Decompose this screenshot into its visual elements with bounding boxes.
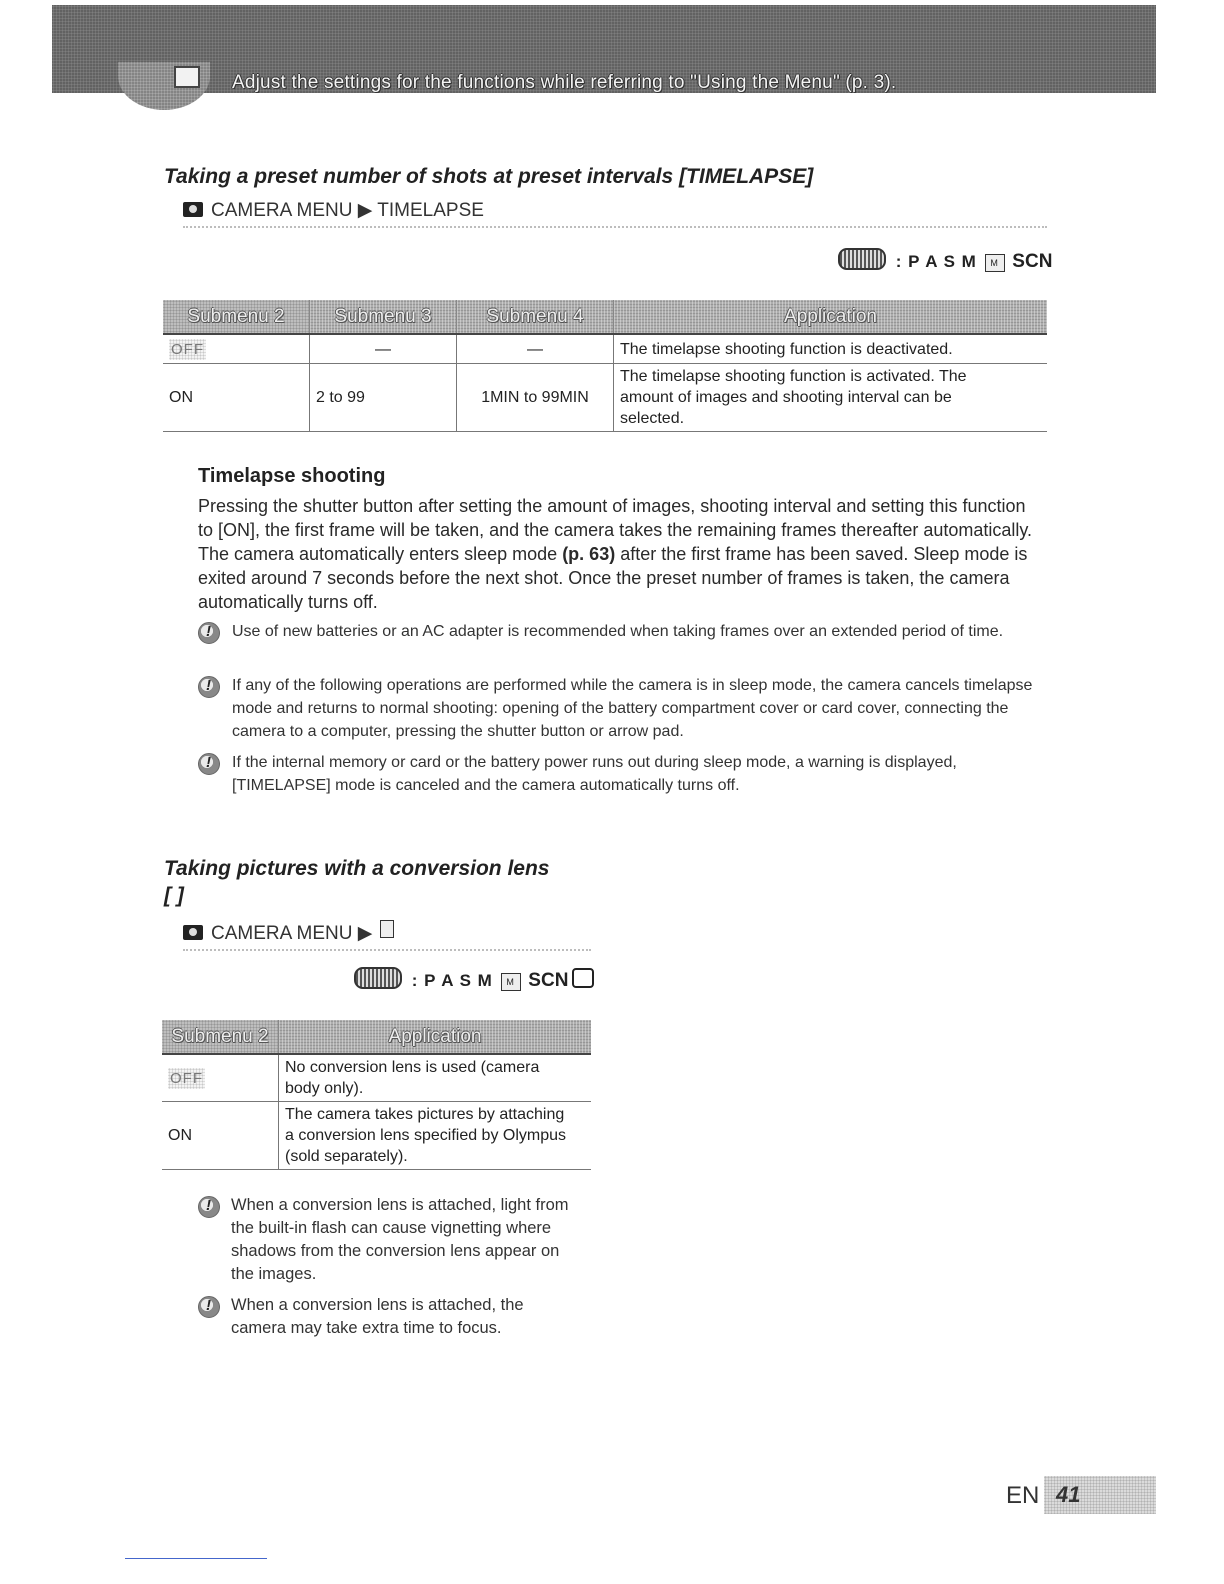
timelapse-paragraph xyxy=(198,494,1038,614)
section-title-conversion-lens-icon: [ ] xyxy=(164,884,184,907)
table-cell: — xyxy=(310,334,457,364)
off-value: OFF xyxy=(171,340,204,358)
camera-icon xyxy=(183,202,203,217)
note-icon xyxy=(198,1196,220,1218)
menu-path-text: CAMERA MENU ▶ xyxy=(211,923,373,944)
table-header: Application xyxy=(614,300,1048,334)
movie-icon xyxy=(572,968,594,988)
modes-text: P A S M xyxy=(424,971,493,990)
subheading-timelapse-shooting: Timelapse shooting xyxy=(198,465,386,487)
my-mode-icon: M xyxy=(985,254,1005,272)
my-mode-icon: M xyxy=(501,973,521,991)
note-icon xyxy=(198,676,220,698)
menu-path-text: CAMERA MENU ▶ TIMELAPSE xyxy=(211,200,484,221)
table-header: Submenu 2 xyxy=(163,300,310,334)
conversion-lens-table xyxy=(162,1020,591,1170)
table-row xyxy=(163,334,1047,364)
language-label: EN xyxy=(1006,1482,1040,1509)
scn-label: SCN xyxy=(528,970,569,991)
page-number: 41 xyxy=(1044,1476,1156,1514)
off-value: OFF xyxy=(170,1069,203,1087)
table-cell: The camera takes pictures by attaching a conversion lens specified by Olympus (sold separately). xyxy=(279,1102,592,1170)
paragraph-text: Pressing the shutter button after setting the amount of images, shooting interval and setting this function to [ON], the first frame will be taken, and the camera takes the remaining frames thereafter automatically. The camera automatically enters sleep mode xyxy=(198,496,1033,564)
note-icon xyxy=(198,1296,220,1318)
note-text: If the internal memory or card or the battery power runs out during sleep mode, a warning is displayed, [TIMELAPSE] mode is canceled and the camera automatically turns off. xyxy=(232,754,957,794)
timelapse-table xyxy=(163,300,1047,432)
note-text: If any of the following operations are performed while the camera is in sleep mode, the camera cancels timelapse mode and returns to normal shooting: opening of the battery compartment cover or card cover, connecting the camera to a computer, pressing the shutter button or arrow pad. xyxy=(232,677,1033,740)
mode-dial-icon xyxy=(838,248,886,270)
table-cell: No conversion lens is used (camera body only). xyxy=(279,1054,592,1102)
table-cell: — xyxy=(457,334,614,364)
modes-text: P A S M xyxy=(908,252,977,271)
table-cell: ON xyxy=(163,364,310,432)
page-reference: (p. 63) xyxy=(562,544,616,564)
menu-path-conversion-lens xyxy=(183,920,591,951)
camera-icon xyxy=(183,925,203,940)
table-cell: 2 to 99 xyxy=(310,364,457,432)
table-header: Application xyxy=(279,1020,592,1054)
section-title-conversion-lens: Taking pictures with a conversion lens xyxy=(164,857,550,880)
table-header: Submenu 2 xyxy=(162,1020,279,1054)
footer-rule xyxy=(125,1558,267,1559)
conversion-lens-icon xyxy=(380,920,394,938)
paragraph-text: after the first frame has been saved. Sleep mode is exited around 7 seconds before the next shot. Once the preset number of frames is taken, the camera automatically turns off. xyxy=(198,544,1028,612)
shooting-modes: : P A S M M SCN xyxy=(354,967,594,992)
note-text: Use of new batteries or an AC adapter is recommended when taking frames over an extended period of time. xyxy=(232,623,1004,640)
table-cell: The timelapse shooting function is deactivated. xyxy=(614,334,1048,364)
table-row xyxy=(162,1054,591,1102)
section-title-timelapse: Taking a preset number of shots at preset intervals [TIMELAPSE] xyxy=(164,165,814,188)
banner-text: Adjust the settings for the functions while referring to "Using the Menu" (p. 3). xyxy=(232,72,897,93)
table-header: Submenu 3 xyxy=(310,300,457,334)
scn-label: SCN xyxy=(1012,251,1053,272)
table-row xyxy=(163,364,1047,432)
note-text: When a conversion lens is attached, light from the built-in flash can cause vignetting where shadows from the conversion lens appear on the images. xyxy=(231,1196,569,1283)
shooting-modes: : P A S M M SCN xyxy=(838,248,1052,273)
mode-dial-icon xyxy=(354,967,402,989)
table-cell: ON xyxy=(162,1102,279,1170)
table-row xyxy=(162,1102,591,1170)
table-header: Submenu 4 xyxy=(457,300,614,334)
table-cell: 1MIN to 99MIN xyxy=(457,364,614,432)
note-text: When a conversion lens is attached, the camera may take extra time to focus. xyxy=(231,1296,524,1337)
note-icon xyxy=(198,753,220,775)
table-cell: The timelapse shooting function is activated. The amount of images and shooting interval can be selected. xyxy=(614,364,1048,432)
menu-book-icon xyxy=(118,62,210,110)
note-icon xyxy=(198,622,220,644)
menu-path-timelapse xyxy=(183,199,1047,228)
